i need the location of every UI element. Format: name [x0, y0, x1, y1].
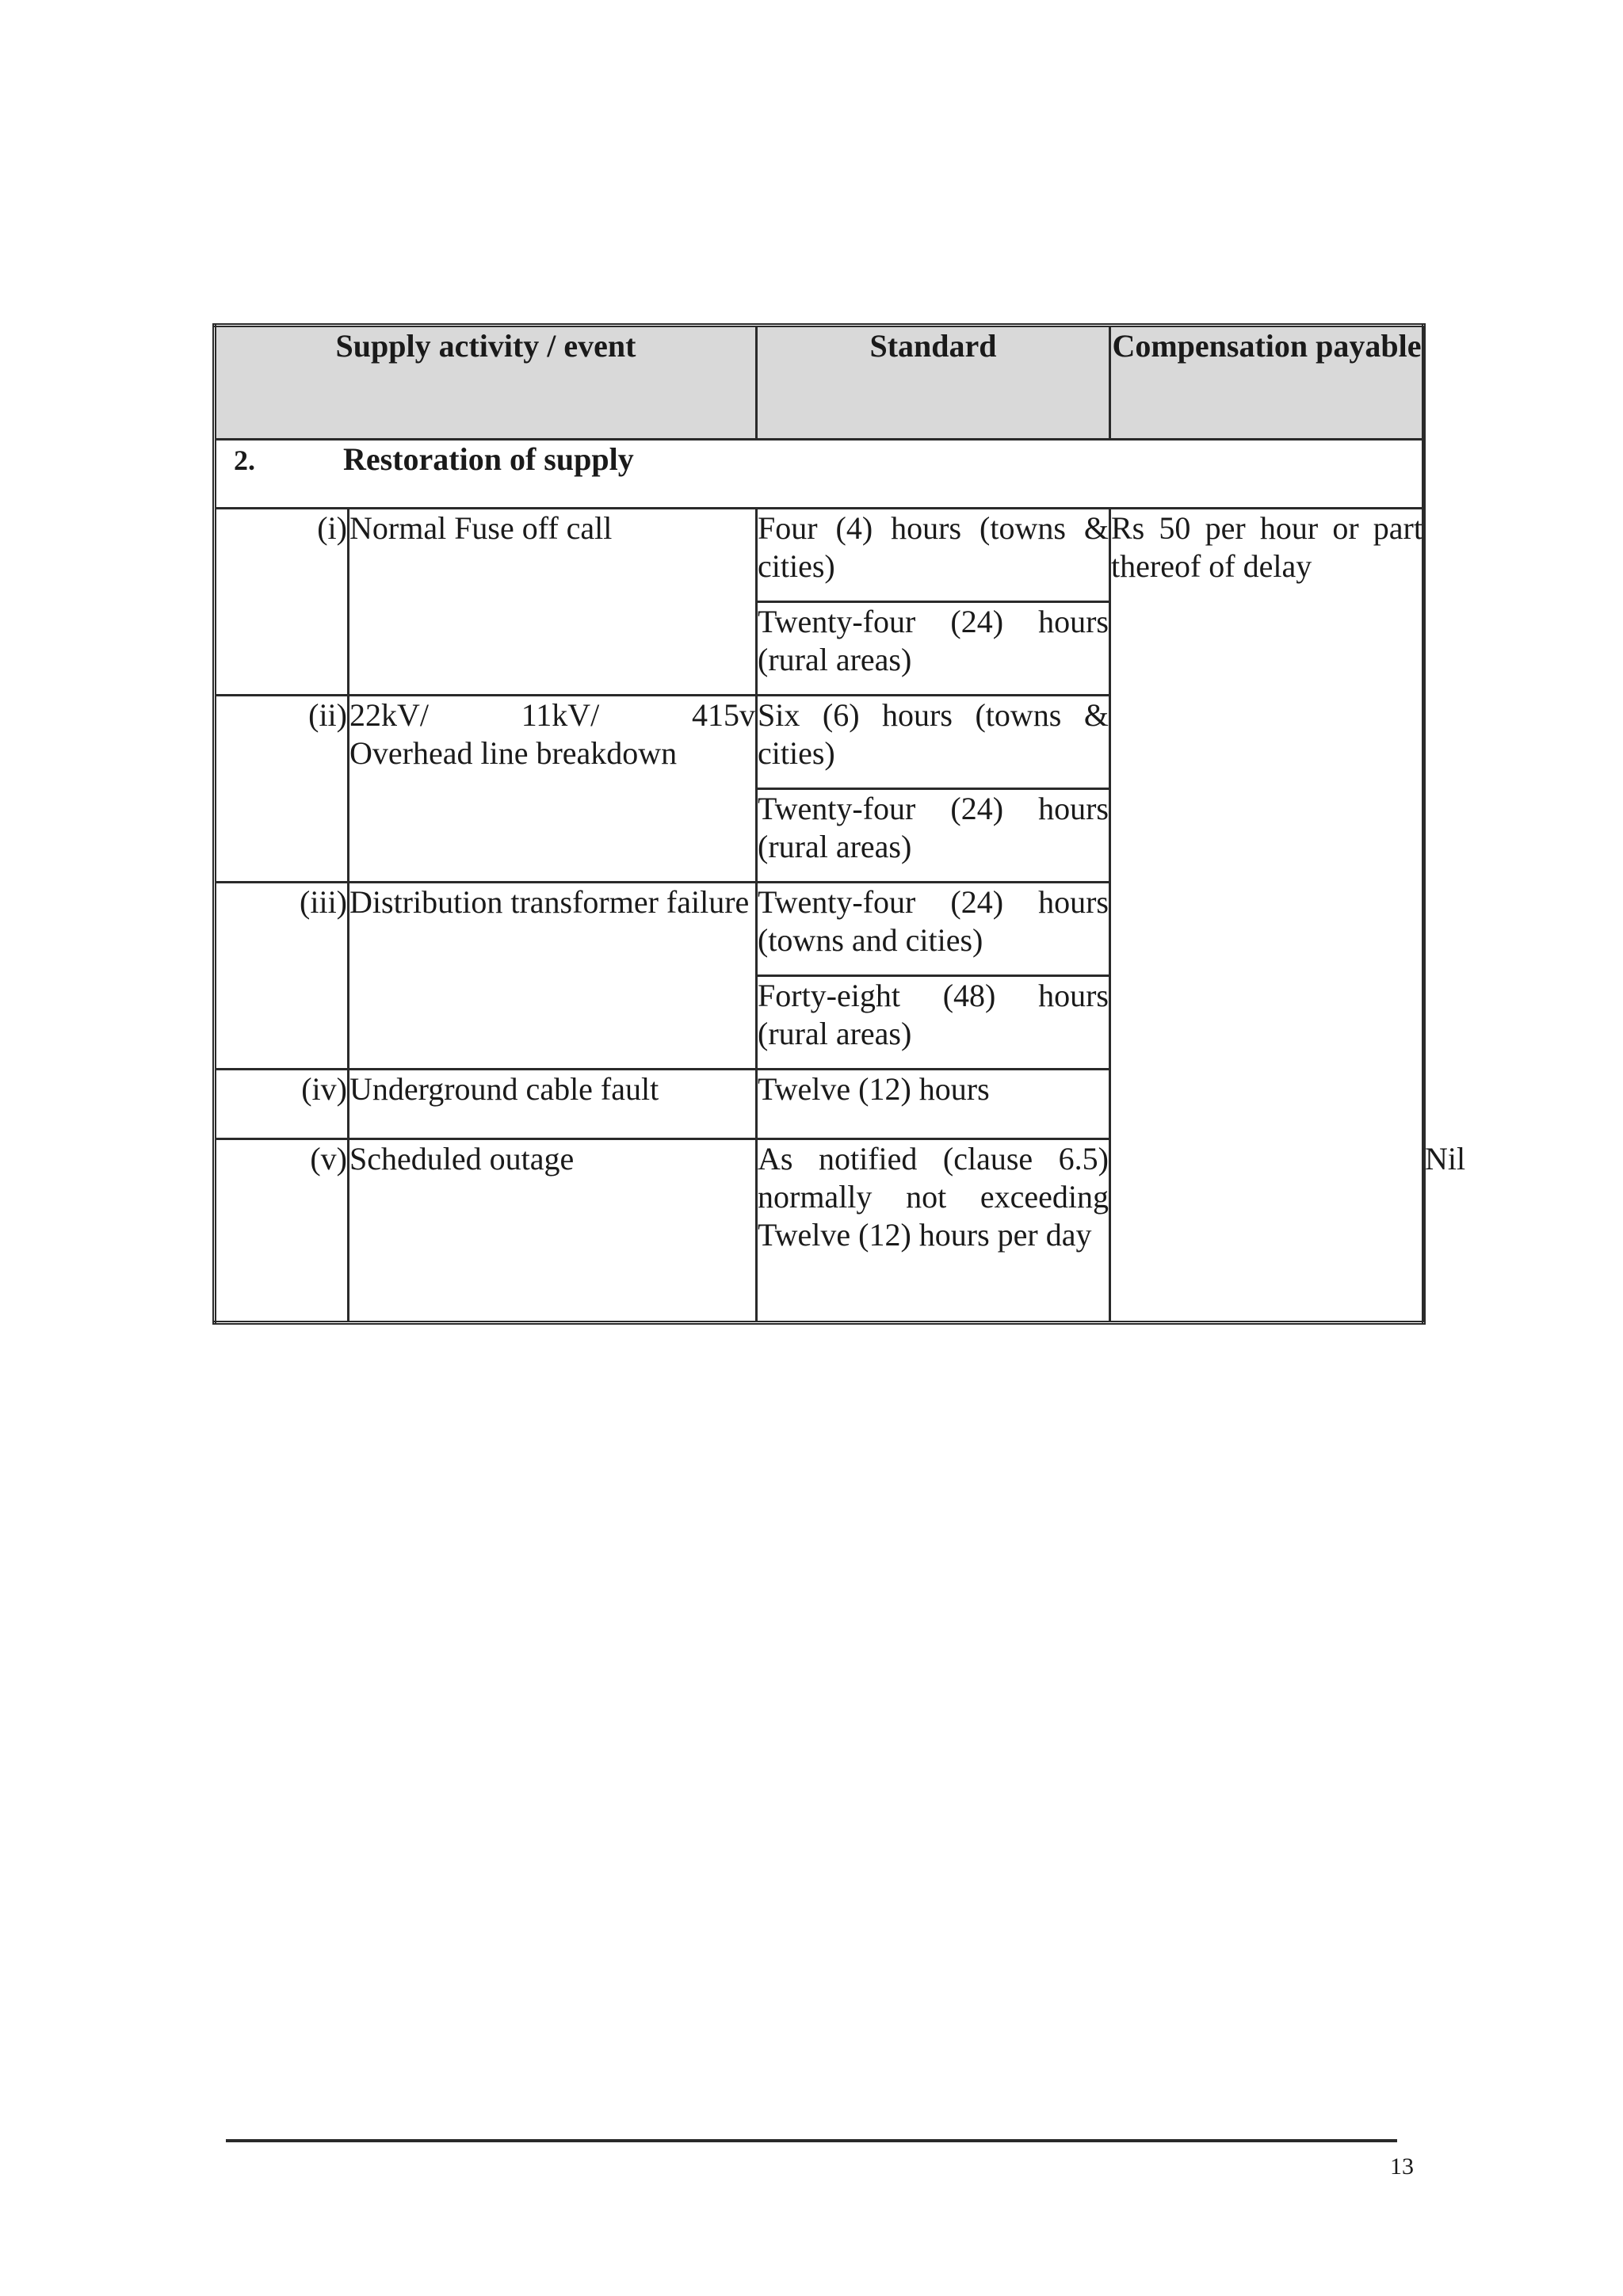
section-title: Restoration of supply [343, 441, 634, 477]
row-number: (v) [215, 1139, 349, 1323]
page-number: 13 [1390, 2153, 1414, 2180]
row-event-line: 22kV/ 11kV/ 415v [349, 697, 755, 733]
table-row: (v) Scheduled outage As notified (clause 6.5) normally not exceeding Twelve (12) hours per day Nil [215, 1139, 1424, 1323]
header-event: Supply activity / event [215, 326, 757, 440]
row-event: Normal Fuse off call [349, 509, 757, 696]
row-event: Distribution transformer failure [349, 883, 757, 1070]
row-number: (i) [215, 509, 349, 696]
footer-divider [226, 2139, 1397, 2142]
header-standard: Standard [757, 326, 1110, 440]
row-standard: As notified (clause 6.5) normally not exceeding Twelve (12) hours per day [757, 1139, 1110, 1323]
section-row [215, 440, 1424, 509]
header-compensation: Compensation payable [1110, 326, 1424, 440]
row-event: Underground cable fault [349, 1070, 757, 1139]
row-standard: Six (6) hours (towns & cities) [757, 696, 1110, 789]
standards-table [212, 323, 1466, 1325]
section-number: 2. [234, 444, 255, 476]
row-standard: Forty-eight (48) hours (rural areas) [757, 976, 1110, 1070]
row-standard: Twelve (12) hours [757, 1070, 1110, 1139]
row-number: (ii) [215, 696, 349, 883]
row-number: (iii) [215, 883, 349, 1070]
section-heading [215, 440, 1424, 509]
header-row [215, 326, 1424, 440]
row-number: (iv) [215, 1070, 349, 1139]
row-event-line: Overhead line breakdown [349, 735, 678, 771]
compensation-delay: Rs 50 per hour or part thereof of delay [1110, 509, 1424, 1323]
row-event: Scheduled outage [349, 1139, 757, 1323]
row-standard: Twenty-four (24) hours (rural areas) [757, 602, 1110, 696]
row-event [349, 696, 757, 883]
row-standard: Twenty-four (24) hours (rural areas) [757, 789, 1110, 883]
row-standard: Twenty-four (24) hours (towns and cities) [757, 883, 1110, 976]
table-row [215, 509, 1424, 602]
row-standard: Four (4) hours (towns & cities) [757, 509, 1110, 602]
